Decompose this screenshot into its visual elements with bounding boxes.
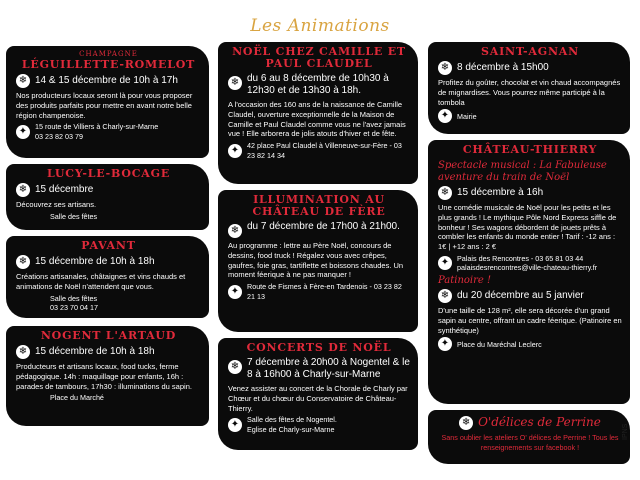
card-champagne [6,46,209,158]
card-nogent [6,326,209,426]
event-address: Place du Maréchal Leclerc [457,339,542,349]
event-date: 15 décembre [35,184,94,196]
snowflake-icon: ❄ [228,76,242,90]
event-date: 15 décembre à 16h [457,187,544,199]
snowflake-icon: ❄ [438,186,452,200]
event-description: Découvrez ses artisans. [16,200,97,210]
snowflake-icon: ❄ [228,360,242,374]
card-title: CONCERTS DE NOËL [246,341,392,354]
event-email: palaisdesrencontres@ville-chateau-thierry.fr [457,263,598,273]
event-address: Salle des fêtes de Nogentel. [247,415,337,425]
event-date: 15 décembre de 10h à 18h [35,346,155,358]
card-camille [218,42,418,184]
event-date: du 7 décembre de 17h00 à 21h00. [247,221,400,233]
event-description: Producteurs et artisans locaux, food tucks, ferme pédagogique. 14h : maquillage pour enfants, 16h : parades de tambours, 17h30 : illuminations du sapin. [16,362,192,391]
event-address-2: Eglise de Charly-sur-Marne [247,424,335,434]
event-date: 8 décembre à 15h00 [457,62,549,74]
event-address: Route de Fismes à Fère-en Tardenois - 03 23 82 21 13 [247,282,402,301]
ornament-icon: ✦ [16,125,30,139]
card-title: NOËL CHEZ CAMILLE ET PAUL CLAUDEL [232,45,406,71]
event-description: Au programme : lettre au Père Noël, concours de dessins, food truck ! Régalez vous avec crêpes, gaufres, foie gras, tartiflette et boissons chaudes. Un moment féerique à ne pas manquer ! [228,241,404,280]
ipns-credit: IPNS [622,423,629,440]
card-pavant [6,236,209,318]
snowflake-icon: ❄ [438,289,452,303]
card-agnan [428,42,630,134]
event-address: Salle des fêtes [50,211,98,221]
snowflake-icon: ❄ [16,255,30,269]
snowflake-icon: ❄ [16,345,30,359]
event-description: A l'occasion des 160 ans de la naissance de Camille Claudel, ouverture exceptionnelle de la Maison de Camille et Paul Claudel comme vous ne l'avez jamais vue ! Elle arborera de jolis atouts d'hiver et de fête. [228,100,406,139]
event-date: 15 décembre de 10h à 18h [35,256,155,268]
card-title: CHÂTEAU-THIERRY [462,143,598,156]
event-date: 14 & 15 décembre de 10h à 17h [35,75,178,87]
event-address: 42 place Paul Claudel à Villeneuve-sur-Fère - 03 23 82 14 34 [247,141,402,160]
event-date: 7 décembre à 20h00 à Nogentel & le 8 à 16h00 à Charly-sur-Marne [247,357,410,381]
event-date: du 6 au 8 décembre de 10h30 à 12h30 et de 13h30 à 18h. [247,73,389,97]
event-address: 15 route de Villiers à Charly-sur-Marne [35,122,159,132]
event-description: D'une taille de 128 m², elle sera décorée d'un grand sapin au centre, offrant un cadre féerique. (Patinoire en synthétique) [438,306,622,335]
card-fere [218,190,418,332]
snowflake-icon: ❄ [228,224,242,238]
event-description: Une comédie musicale de Noël pour les petits et les plus grands ! Le mythique Pôle Nord Express siffle de bonheur ! Ses wagons débordent de jouets prêts à combler les enfants du monde entier ! Tarif : -12 ans : 1€ | +12 ans : 2 € [438,203,617,252]
snowflake-icon: ❄ [16,183,30,197]
ornament-icon: ✦ [228,285,242,299]
ornament-icon: ✦ [438,337,452,351]
event-description: Profitez du goûter, chocolat et vin chaud accompagnés de mignardises. Vous pourrez même participé à la tombola [438,78,621,107]
event-description: Nos producteurs locaux seront là pour vous proposer des produits parfaits pour mettre en avant notre belle région champenoise. [16,91,193,120]
card-concerts [218,338,418,450]
card-pretitle: CHAMPAGNE [79,50,138,58]
event-description: Sans oublier les ateliers O' délices de Perrine ! Tous les renseignements sur facebook ! [441,433,619,452]
event-address: Mairie [457,111,477,121]
snowflake-icon: ❄ [16,74,30,88]
snowflake-icon: ❄ [459,416,473,430]
event-phone: 03 23 70 04 17 [50,302,98,312]
ornament-icon: ✦ [438,256,452,270]
card-perrine [428,410,630,464]
event-description: Venez assister au concert de la Chorale de Charly par Chœur et du chœur du Conservatoire de Château-Thierry. [228,384,408,413]
event-phone: 03 23 82 03 79 [35,131,83,141]
card-title: NOGENT L'ARTAUD [40,329,177,342]
card-title: PAVANT [81,239,136,252]
card-lucy [6,164,209,230]
event-description: Créations artisanales, châtaignes et vins chauds et animations de Noël n'attendent que vous. [16,272,186,291]
ornament-icon: ✦ [228,418,242,432]
card-title: LUCY-LE-BOCAGE [46,167,171,180]
card-title: SAINT-AGNAN [481,45,579,58]
event-subtitle: Spectacle musical : La Fabuleuse aventure du train de Noël [438,160,607,183]
page-title: Les Animations [250,16,390,36]
ornament-icon: ✦ [438,109,452,123]
event-address: Palais des Rencontres - 03 65 81 03 44 [457,253,584,263]
event-address: Place du Marché [50,393,104,403]
snowflake-icon: ❄ [438,61,452,75]
event-address: Salle des fêtes [50,293,98,303]
card-title: LÉGUILLETTE-ROMELOT [21,58,196,72]
event-date: du 20 décembre au 5 janvier [457,290,584,302]
card-title: O'délices de Perrine [478,415,601,430]
card-title: ILLUMINATION AU CHÂTEAU DE FÈRE [252,193,386,219]
event-subtitle: Patinoire ! [438,274,492,286]
card-chateau-thierry [428,140,630,404]
ornament-icon: ✦ [228,144,242,158]
